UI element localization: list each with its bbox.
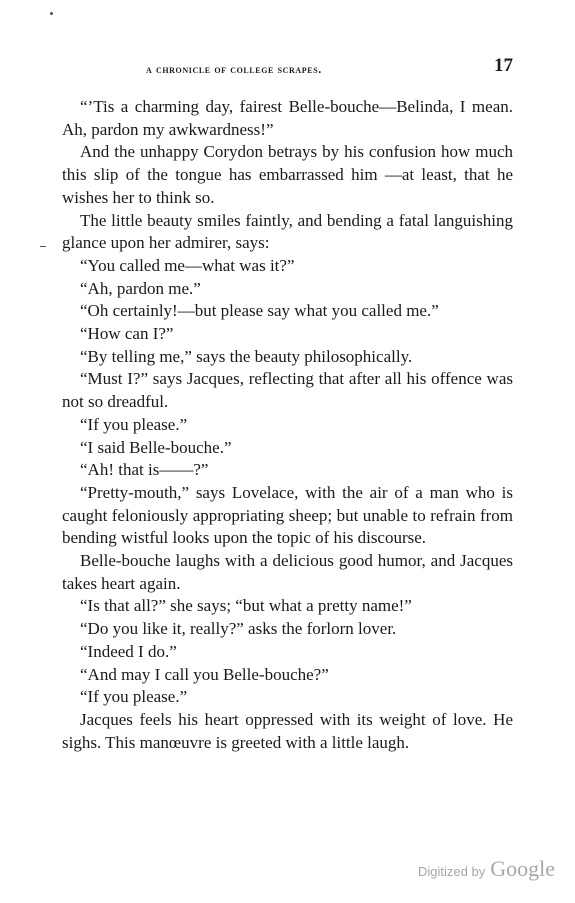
paragraph: Belle-bouche laughs with a delicious good humor, and Jacques takes heart again. bbox=[62, 551, 513, 593]
digitized-by-watermark bbox=[418, 856, 555, 882]
paper-speck bbox=[50, 12, 53, 15]
paragraph: “Oh certainly!—but please say what you called me.” bbox=[80, 301, 439, 321]
paragraph: “Do you like it, really?” asks the forlorn lover. bbox=[80, 619, 397, 639]
paragraph: “If you please.” bbox=[80, 687, 188, 707]
paragraph: “Must I?” says Jacques, reflecting that after all his offence was not so dreadful. bbox=[62, 369, 513, 412]
paragraph: Jacques feels his heart oppressed with its weight of love. He sighs. This manœuvre is greeted with a little laugh. bbox=[62, 709, 513, 752]
running-head: a chronicle of college scrapes. bbox=[146, 62, 322, 76]
paragraph: The little beauty smiles faintly, and bending a fatal languishing glance upon her admirer, says: bbox=[62, 210, 513, 253]
paragraph: “How can I?” bbox=[80, 324, 174, 344]
paragraph: “And may I call you Belle-bouche?” bbox=[80, 664, 329, 684]
paragraph: “Ah! that is——?” bbox=[80, 460, 209, 480]
paragraph: “You called me—what was it?” bbox=[80, 255, 295, 275]
watermark-prefix: Digitized by bbox=[418, 864, 486, 879]
paragraph: And the unhappy Corydon betrays by his confusion how much this slip of the tongue has embarrassed him —at least, that he wishes her to think so. bbox=[62, 142, 513, 207]
paragraph: “Is that all?” she says; “but what a pretty name!” bbox=[80, 596, 412, 616]
paragraph: “Indeed I do.” bbox=[80, 641, 177, 661]
paragraph: “If you please.” bbox=[80, 414, 188, 434]
paragraph: “Ah, pardon me.” bbox=[80, 278, 201, 298]
page-number: 17 bbox=[494, 55, 513, 76]
watermark-brand: Google bbox=[490, 856, 556, 881]
paragraph: “I said Belle-bouche.” bbox=[80, 437, 232, 457]
paper-speck bbox=[40, 246, 46, 247]
body-text bbox=[62, 96, 513, 754]
paragraph: “’Tis a charming day, fairest Belle-bouche—Belinda, I mean. Ah, pardon my awkwardness!” bbox=[62, 97, 513, 139]
paragraph: “By telling me,” says the beauty philosophically. bbox=[80, 346, 413, 366]
paragraph: “Pretty-mouth,” says Lovelace, with the air of a man who is caught feloniously appropriating sheep; but unable to refrain from bending wistful looks upon the topic of his discourse. bbox=[62, 482, 513, 548]
page-header bbox=[0, 55, 575, 81]
